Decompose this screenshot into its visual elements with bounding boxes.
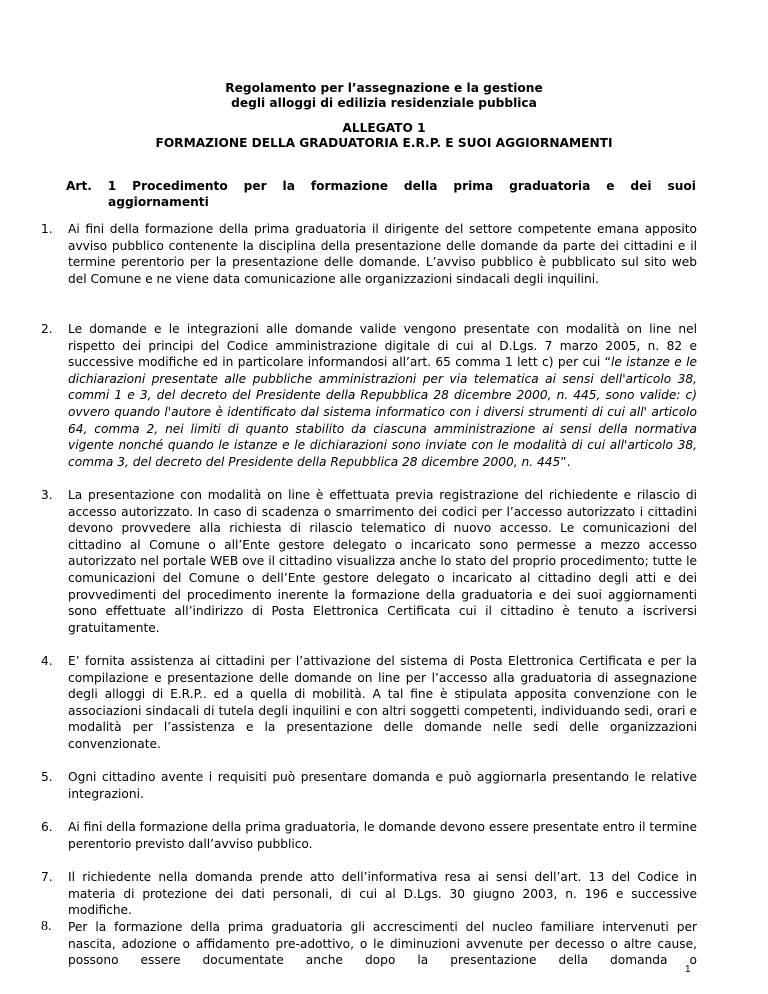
article-heading-line-2: aggiornamenti [108, 195, 209, 209]
paragraph-text: Ai fini della formazione della prima graduatoria, le domande devono essere presentate entro il termine perentorio previsto dall’avviso pubblico. [68, 820, 697, 851]
paragraph-number: 1. [41, 222, 53, 236]
article-word: Procedimento [132, 179, 228, 193]
paragraph-text: Il richiedente nella domanda prende atto dell’informativa resa ai sensi dell’art. 13 del Codice in materia di protezione dei dati personali, di cui al D.Lgs. 30 giugno 2003, n. 196 e successive modifiche. [68, 870, 697, 918]
article-word: della [403, 179, 438, 193]
article-word: 1 [107, 179, 117, 193]
article-word: e [606, 179, 615, 193]
article-heading [66, 178, 696, 210]
paragraph-text: E’ fornita assistenza ai cittadini per l’attivazione del sistema di Posta Elettronica Certificata e per la compilazione e presentazione delle domande on line per l’accesso alla graduatoria di assegnazione degli alloggi di E.R.P.. ed a quella di mobilità. A tal fine è stipulata apposita convenzione con le associazioni sindacali di tutela degli inquilini e con altri soggetti competenti, individuando sedi, orari e modalità per l’assistenza e la presentazione delle domande nelle sedi delle organizzazioni convenzionate. [68, 654, 697, 751]
paragraph-text-closing: ”. [560, 454, 571, 469]
paragraph-text-regular: Le domande e le integrazioni alle domande valide vengono presentate con modalità on line nel rispetto dei principi del Codice amministrazione digitale di cui al D.Lgs. 7 marzo 2005, n. 82 e successive modifiche ed in particolare informandosi all’art. 65 comma 1 lett c) per cui “ [68, 322, 697, 370]
annex-line-1: ALLEGATO 1 [342, 121, 426, 135]
paragraph-number: 3. [41, 488, 53, 502]
paragraph-text: Ai fini della formazione della prima graduatoria il dirigente del settore competente emana apposito avviso pubblico contenente la disciplina della presentazione delle domande da parte dei cittadini e il termine perentorio per la presentazione delle domande. L’avviso pubblico è pubblicato sul sito web del Comune e ne viene data comunicazione alle organizzazioni sindacali degli inquilini. [68, 222, 697, 286]
paragraph-7 [41, 869, 697, 919]
paragraph-8 [41, 919, 697, 969]
paragraph-2 [41, 321, 697, 470]
paragraph-number: 4. [41, 654, 53, 668]
article-word: la [282, 179, 295, 193]
article-word: graduatoria [509, 179, 591, 193]
annex-line-2: FORMAZIONE DELLA GRADUATORIA E.R.P. E SUOI AGGIORNAMENTI [155, 136, 613, 150]
document-title [0, 81, 768, 111]
article-word: formazione [310, 179, 389, 193]
paragraph-number: 6. [41, 820, 53, 834]
paragraph-3 [41, 487, 697, 636]
paragraph-number: 2. [41, 322, 53, 336]
article-word: suoi [667, 179, 696, 193]
article-word: dei [630, 179, 652, 193]
paragraph-number: 8. [41, 919, 52, 934]
annex-heading [0, 121, 768, 151]
paragraph-6 [41, 819, 697, 852]
paragraph-5 [41, 769, 697, 802]
article-heading-line-1 [66, 178, 696, 194]
paragraph-text-italic-quote: le istanze e le dichiarazioni presentate alle pubbliche amministrazioni per via telematica ai sensi dell'articolo 38, commi 1 e 3, del decreto del Presidente della Repubblica 28 dicembre 2000, n. 445, sono valide: c) ovvero quando l'autore è identificato dal sistema informatico con i diversi strumenti di cui all' articolo 64, comma 2, nei limiti di quanto stabilito da ciascuna amministrazione ai sensi della normativa vigente nonché quando le istanze e le dichiarazioni sono inviate con le modalità di cui all'articolo 38, comma 3, del decreto del Presidente della Repubblica 28 dicembre 2000, n. 445 [68, 355, 697, 469]
article-word: per [243, 179, 267, 193]
paragraph-text: Per la formazione della prima graduatoria gli accrescimenti del nucleo familiare intervenuti per nascita, adozione o affidamento pre-adottivo, o le diminuzioni avvenute per decesso o altre cause, possono essere documentate anche dopo la presentazione della domanda o [68, 920, 697, 968]
paragraph-1 [41, 221, 697, 287]
paragraph-number: 7. [41, 870, 53, 884]
page-number: 1 [685, 964, 691, 975]
article-word: prima [453, 179, 494, 193]
title-line-2: degli alloggi di edilizia residenziale pubblica [231, 96, 537, 110]
title-line-1: Regolamento per l’assegnazione e la gestione [225, 81, 543, 95]
paragraph-text: Ogni cittadino avente i requisiti può presentare domanda e può aggiornarla presentando le relative integrazioni. [68, 770, 697, 801]
paragraph-text [68, 321, 697, 470]
paragraph-number: 5. [41, 770, 53, 784]
article-word: Art. [66, 179, 92, 193]
paragraph-text: La presentazione con modalità on line è effettuata previa registrazione del richiedente e rilascio di accesso autorizzato. In caso di scadenza o smarrimento dei codici per l’accesso autorizzato i cittadini devono provvedere alla richiesta di rilascio telematico di nuovo accesso. Le comunicazioni del cittadino al Comune o all’Ente gestore delegato o incaricato sono permesse a mezzo accesso autorizzato nel portale WEB ove il cittadino visualizza anche lo stato del proprio procedimento; tutte le comunicazioni del Comune o dell’Ente gestore delegato o incaricato al cittadino degli atti e dei provvedimenti del procedimento inerente la formazione della graduatoria e dei suoi aggiornamenti sono effettuate all’indirizzo di Posta Elettronica Certificata cui il cittadino è tenuto a iscriversi gratuitamente. [68, 488, 697, 635]
paragraph-4 [41, 653, 697, 753]
